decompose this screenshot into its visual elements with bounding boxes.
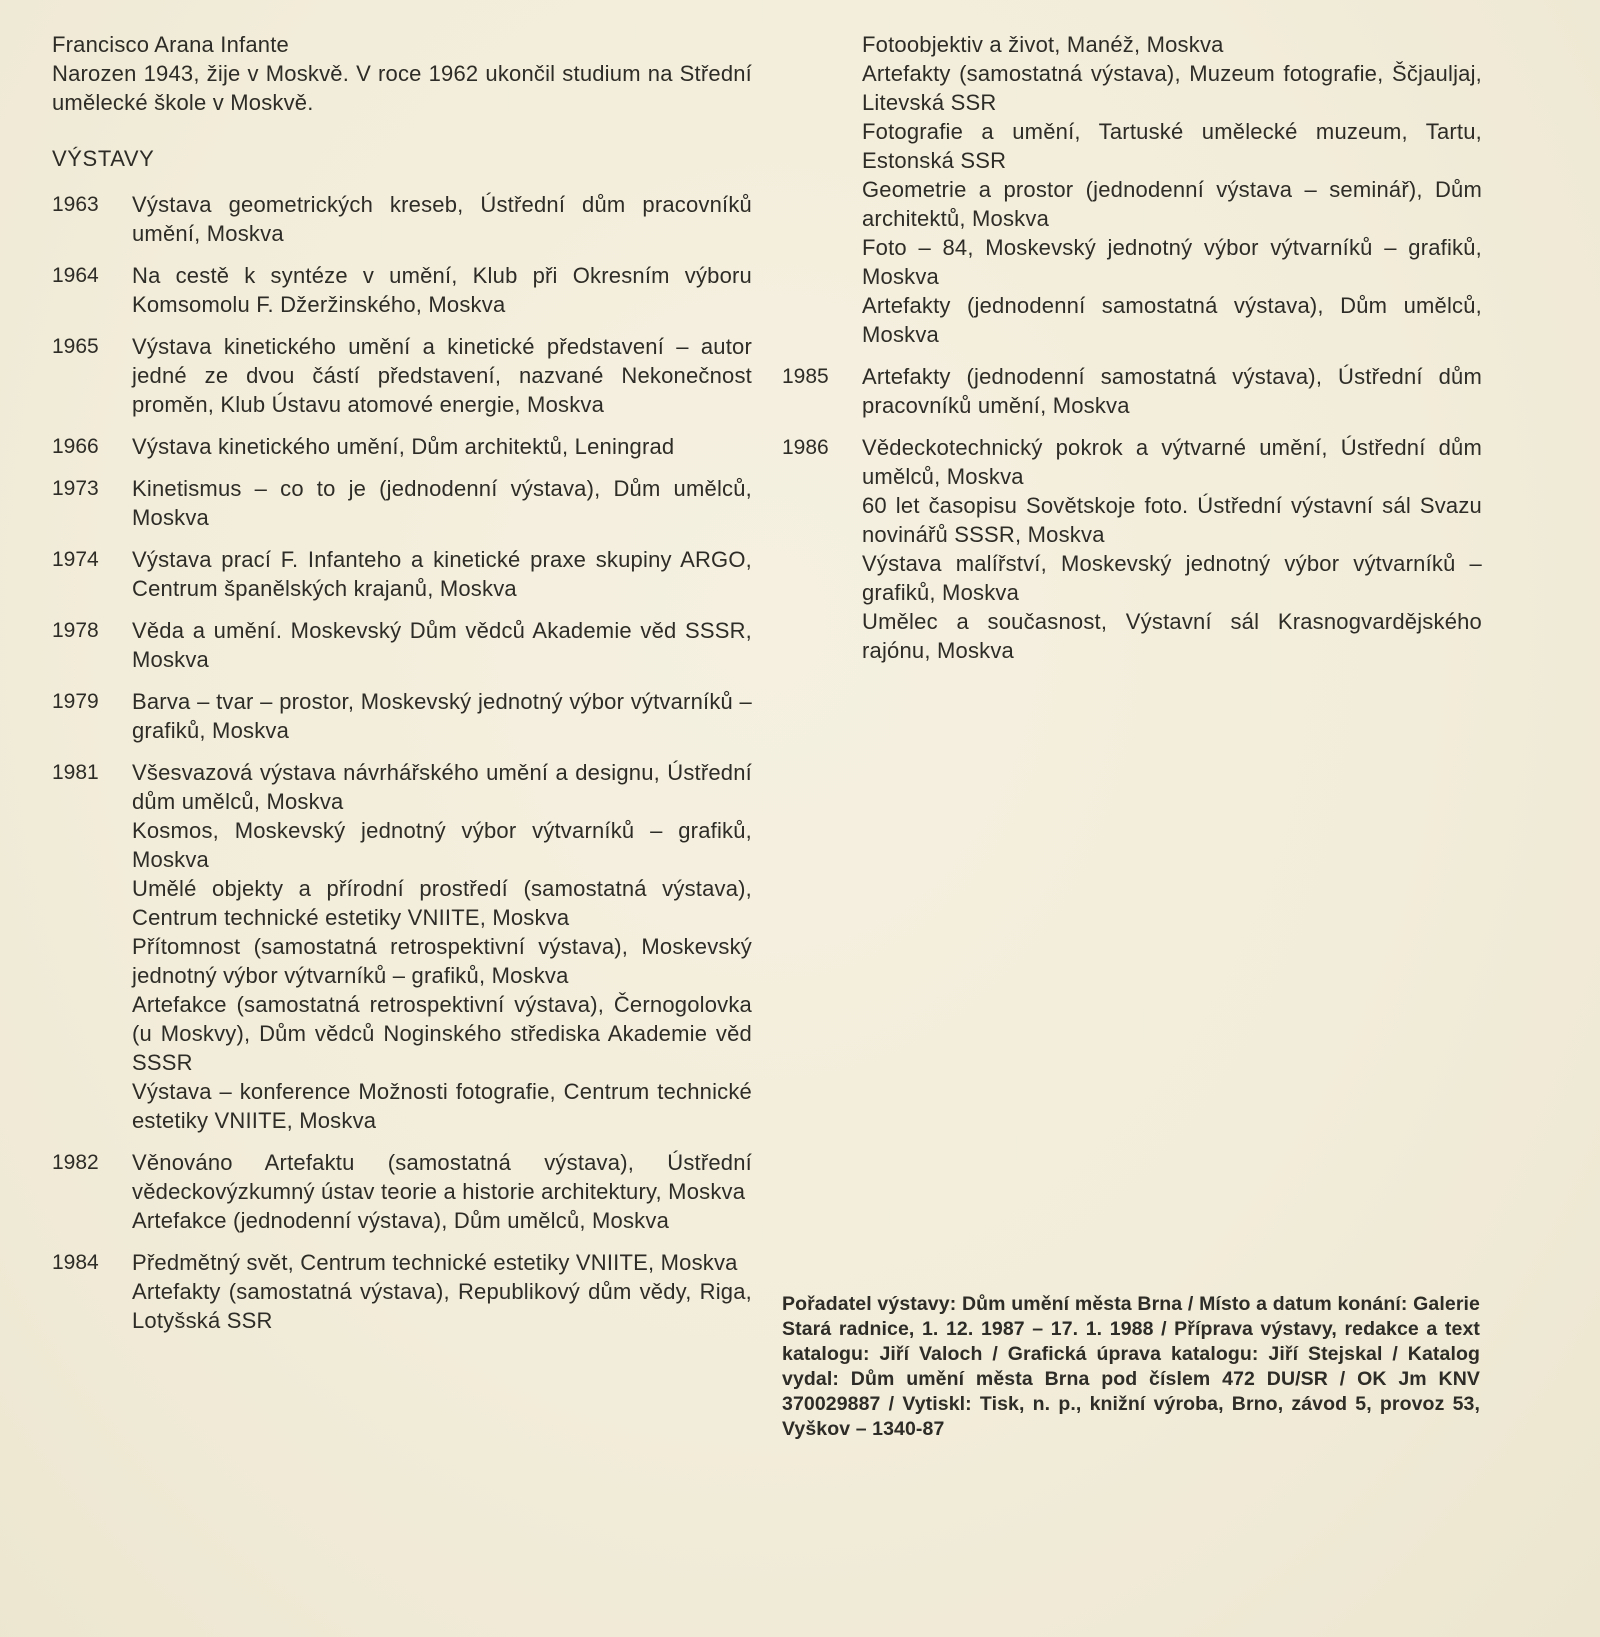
entry-year: 1986	[782, 436, 829, 459]
entry-paragraphs	[132, 332, 752, 419]
exhibition-entry	[52, 332, 752, 419]
entry-paragraphs	[132, 1148, 752, 1235]
entry-paragraphs	[132, 545, 752, 603]
entry-year: 1979	[52, 690, 99, 713]
entry-year: 1984	[52, 1251, 99, 1274]
entry-paragraphs	[862, 433, 1482, 665]
entry-paragraphs	[132, 261, 752, 319]
exhibition-entry	[52, 687, 752, 745]
exhibition-entry	[52, 474, 752, 532]
exhibition-entry	[782, 30, 1482, 349]
entry-text: Umělé objekty a přírodní prostředí (samostatná výstava), Centrum technické estetiky VNIITE, Moskva	[132, 876, 752, 930]
colophon-text: Pořadatel výstavy: Dům umění města Brna / Místo a datum konání: Galerie Stará radnice, 1. 12. 1987 – 17. 1. 1988 / Příprava výstavy, redakce a text katalogu: Jiří Valoch / Grafická úprava katalogu: Jiří Stejskal / Katalog vydal: Dům umění města Brna pod číslem 472 DU/SR / OK Jm KNV 370029887 / Vytiskl: Tisk, n. p., knižní výroba, Brno, závod 5, provoz 53, Vyškov – 1340-87	[782, 1293, 1480, 1440]
entry-text: Artefakty (samostatná výstava), Muzeum fotografie, Ščjauljaj, Litevská SSR	[862, 61, 1482, 115]
exhibition-list-left	[52, 190, 752, 1335]
entry-text: Artefakce (samostatná retrospektivní výstava), Černogolovka (u Moskvy), Dům vědců Noginského střediska Akademie věd SSSR	[132, 992, 752, 1075]
artist-bio: Narozen 1943, žije v Moskvě. V roce 1962 ukončil studium na Střední umělecké škole v Moskvě.	[52, 61, 752, 115]
entry-text: Kinetismus – co to je (jednodenní výstava), Dům umělců, Moskva	[132, 476, 752, 530]
entry-year: 1974	[52, 548, 99, 571]
entry-paragraphs	[132, 432, 752, 461]
entry-text: Výstava malířství, Moskevský jednotný výbor výtvarníků – grafiků, Moskva	[862, 551, 1482, 605]
entry-text: Kosmos, Moskevský jednotný výbor výtvarníků – grafiků, Moskva	[132, 818, 752, 872]
entry-text: Artefakty (jednodenní samostatná výstava), Dům umělců, Moskva	[862, 293, 1482, 347]
entry-year: 1963	[52, 193, 99, 216]
entry-year: 1965	[52, 335, 99, 358]
entry-year: 1973	[52, 477, 99, 500]
entry-text: Vědeckotechnický pokrok a výtvarné umění, Ústřední dům umělců, Moskva	[862, 435, 1482, 489]
entry-text: Artefakce (jednodenní výstava), Dům umělců, Moskva	[132, 1208, 670, 1233]
entry-text: Všesvazová výstava návrhářského umění a designu, Ústřední dům umělců, Moskva	[132, 760, 752, 814]
entry-text: Geometrie a prostor (jednodenní výstava – seminář), Dům architektů, Moskva	[862, 177, 1482, 231]
entry-paragraphs	[132, 758, 752, 1135]
entry-paragraphs	[132, 474, 752, 532]
exhibition-entry	[52, 758, 752, 1135]
entry-text: Fotografie a umění, Tartuské umělecké muzeum, Tartu, Estonská SSR	[862, 119, 1482, 173]
exhibition-entry	[52, 616, 752, 674]
entry-paragraphs	[862, 362, 1482, 420]
exhibition-entry	[52, 432, 752, 461]
entry-year: 1982	[52, 1151, 99, 1174]
entry-text: Fotoobjektiv a život, Manéž, Moskva	[862, 32, 1224, 57]
entry-text: Na cestě k syntéze v umění, Klub při Okresním výboru Komsomolu F. Džeržinského, Moskva	[132, 263, 752, 317]
entry-text: Barva – tvar – prostor, Moskevský jednotný výbor výtvarníků – grafiků, Moskva	[132, 689, 752, 743]
entry-text: Výstava geometrických kreseb, Ústřední dům pracovníků umění, Moskva	[132, 192, 752, 246]
entry-paragraphs	[862, 30, 1482, 349]
exhibition-entry	[52, 190, 752, 248]
entry-text: Výstava – konference Možnosti fotografie, Centrum technické estetiky VNIITE, Moskva	[132, 1079, 752, 1133]
exhibition-entry	[52, 1148, 752, 1235]
entry-paragraphs	[132, 687, 752, 745]
entry-text: Výstava kinetického umění, Dům architektů, Leningrad	[132, 434, 675, 459]
entry-text: Věnováno Artefaktu (samostatná výstava), Ústřední vědeckovýzkumný ústav teorie a historie architektury, Moskva	[132, 1150, 752, 1204]
exhibition-entry	[52, 1248, 752, 1335]
entry-text: Artefakty (jednodenní samostatná výstava), Ústřední dům pracovníků umění, Moskva	[862, 364, 1482, 418]
entry-text: Foto – 84, Moskevský jednotný výbor výtvarníků – grafiků, Moskva	[862, 235, 1482, 289]
entry-year: 1966	[52, 435, 99, 458]
exhibition-entry	[782, 362, 1482, 420]
entry-text: Věda a umění. Moskevský Dům vědců Akademie věd SSSR, Moskva	[132, 618, 752, 672]
entry-text: 60 let časopisu Sovětskoje foto. Ústřední výstavní sál Svazu novinářů SSSR, Moskva	[862, 493, 1482, 547]
entry-year: 1985	[782, 365, 829, 388]
exhibition-entry	[52, 545, 752, 603]
entry-year: 1981	[52, 761, 99, 784]
entry-paragraphs	[132, 616, 752, 674]
entry-year: 1964	[52, 264, 99, 287]
entry-year: 1978	[52, 619, 99, 642]
section-title-exhibitions: VÝSTAVY	[52, 146, 155, 171]
exhibition-list-right	[782, 30, 1482, 665]
artist-name: Francisco Arana Infante	[52, 32, 289, 57]
right-column	[782, 30, 1482, 665]
left-column	[52, 30, 752, 1335]
entry-text: Umělec a současnost, Výstavní sál Krasnogvardějského rajónu, Moskva	[862, 609, 1482, 663]
entry-text: Přítomnost (samostatná retrospektivní výstava), Moskevský jednotný výbor výtvarníků – grafiků, Moskva	[132, 934, 752, 988]
entry-text: Výstava prací F. Infanteho a kinetické praxe skupiny ARGO, Centrum španělských krajanů, Moskva	[132, 547, 752, 601]
exhibition-entry	[52, 261, 752, 319]
entry-paragraphs	[132, 1248, 752, 1335]
entry-text: Artefakty (samostatná výstava), Republikový dům vědy, Riga, Lotyšská SSR	[132, 1279, 752, 1333]
entry-text: Předmětný svět, Centrum technické estetiky VNIITE, Moskva	[132, 1250, 738, 1275]
exhibition-entry	[782, 433, 1482, 665]
entry-text: Výstava kinetického umění a kinetické představení – autor jedné ze dvou částí představení, nazvané Nekonečnost proměn, Klub Ústavu atomové energie, Moskva	[132, 334, 752, 417]
entry-paragraphs	[132, 190, 752, 248]
